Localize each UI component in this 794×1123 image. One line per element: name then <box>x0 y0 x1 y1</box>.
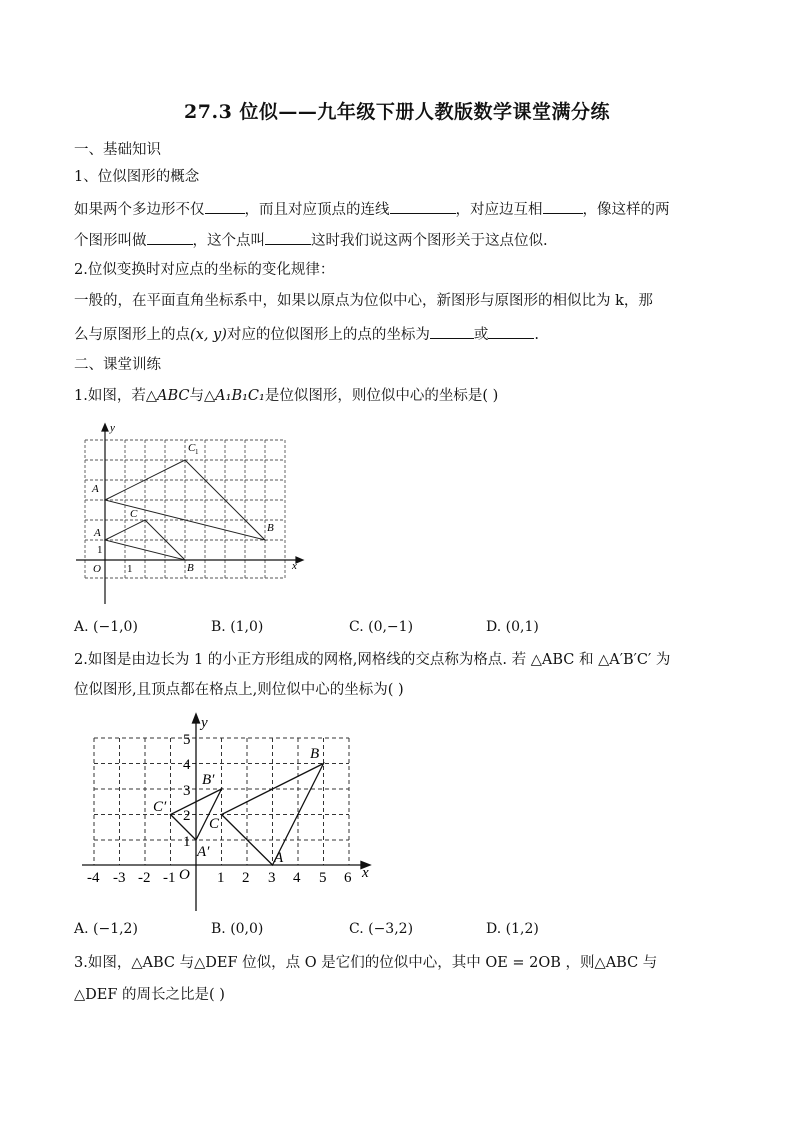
blank-4[interactable] <box>147 229 193 245</box>
item2-line2-c: 对应的位似图形上的点的坐标为 <box>226 327 430 343</box>
item1-line2-b: ，这个点叫 <box>192 233 265 249</box>
q1-stem-b: 与△ <box>189 388 216 404</box>
q1-y-label: y <box>110 422 115 434</box>
q2-option-a[interactable]: A. (−1,2) <box>74 921 138 937</box>
item1-line2 <box>74 229 734 251</box>
q1-abc: ABC <box>157 388 190 404</box>
q2-label-Ap: A′ <box>197 844 210 860</box>
q2-x-tick-m3: -3 <box>113 870 126 886</box>
q2-label-C: C <box>209 816 220 832</box>
q2-label-B: B <box>310 746 320 762</box>
q1-option-d[interactable]: D. (0,1) <box>486 619 539 635</box>
blank-5[interactable] <box>265 229 311 245</box>
section1-heading: 一、基础知识 <box>74 142 161 158</box>
q1-option-b[interactable]: B. (1,0) <box>211 619 264 635</box>
q1-one-y: 1 <box>97 544 103 556</box>
item2-line2-e: . <box>534 327 540 343</box>
q1-stem <box>74 386 734 406</box>
q2-x-tick-2: 2 <box>242 870 250 886</box>
q1-label-C: C <box>130 508 138 520</box>
q1-label-B1: B <box>267 522 274 534</box>
q2-x-label: x <box>362 865 369 881</box>
q1-figure <box>70 418 310 610</box>
blank-1[interactable] <box>205 198 245 214</box>
q2-y-tick-5: 5 <box>183 732 191 748</box>
q2-label-A: A <box>274 850 284 866</box>
q1-option-a[interactable]: A. (−1,0) <box>74 619 138 635</box>
q2-x-tick-m4: -4 <box>87 870 100 886</box>
item1-line2-a: 个图形叫做 <box>74 233 147 249</box>
q2-x-tick-4: 4 <box>293 870 301 886</box>
q2-label-Bp: B′ <box>202 772 215 788</box>
q2-origin-label: O <box>179 867 190 883</box>
item2-line2-a: 么与原图形上的点 <box>74 327 190 343</box>
item1-line1-d: ，像这样的两 <box>582 202 670 218</box>
q2-x-tick-m2: -2 <box>138 870 151 886</box>
q1-label-C1: C <box>188 442 196 454</box>
q2-label-Cp: C′ <box>153 799 167 815</box>
q2-option-d[interactable]: D. (1,2) <box>486 921 539 937</box>
q1-option-c[interactable]: C. (0,−1) <box>349 619 414 635</box>
q1-label-C1-sub: 1 <box>195 448 199 456</box>
blank-7[interactable] <box>488 323 534 339</box>
blank-3[interactable] <box>543 198 583 214</box>
q2-x-tick-6: 6 <box>344 870 352 886</box>
point-xy: (x, y) <box>190 327 227 343</box>
q1-label-A: A <box>94 527 101 539</box>
q2-stem-line1: 2.如图是由边长为 1 的小正方形组成的网格,网格线的交点称为格点. 若 △ABC 和 △A′B′C′ 为 <box>74 652 671 668</box>
q1-a1b1c1: A₁B₁C₁ <box>215 388 265 404</box>
item1-line1-a: 如果两个多边形不仅 <box>74 202 205 218</box>
q2-y-tick-2: 2 <box>183 808 191 824</box>
q2-option-c[interactable]: C. (−3,2) <box>349 921 414 937</box>
q2-figure <box>70 707 390 915</box>
q1-one-x: 1 <box>127 563 133 575</box>
blank-2[interactable] <box>390 198 456 214</box>
q1-stem-a: 1.如图，若△ <box>74 388 157 404</box>
item1-line2-c: 这时我们说这两个图形关于这点位似. <box>311 233 548 249</box>
q2-stem-line2: 位似图形,且顶点都在格点上,则位似中心的坐标为( ) <box>74 682 404 698</box>
q2-y-tick-1: 1 <box>183 834 191 850</box>
q2-x-tick-m1: -1 <box>163 870 176 886</box>
q2-y-tick-4: 4 <box>183 757 191 773</box>
item2-line2 <box>74 323 734 345</box>
q2-x-tick-1: 1 <box>217 870 225 886</box>
q1-label-A1: A <box>92 483 99 495</box>
item2-heading: 2.位似变换时对应点的坐标的变化规律： <box>74 262 335 278</box>
page-title: 27.3 位似——九年级下册人教版数学课堂满分练 <box>184 101 610 123</box>
q1-stem-c: 是位似图形，则位似中心的坐标是( ) <box>264 388 499 404</box>
q1-x-label: x <box>292 560 297 572</box>
item2-line1: 一般的，在平面直角坐标系中，如果以原点为位似中心，新图形与原图形的相似比为 k，那 <box>74 293 653 309</box>
q1-origin-label: O <box>93 563 101 575</box>
blank-6[interactable] <box>430 323 474 339</box>
section2-heading: 二、课堂训练 <box>74 357 161 373</box>
q1-label-B: B <box>187 562 194 574</box>
q2-x-tick-5: 5 <box>319 870 327 886</box>
item1-line1-b: ，而且对应顶点的连线 <box>244 202 390 218</box>
q2-option-b[interactable]: B. (0,0) <box>211 921 264 937</box>
item1-line1-c: ，对应边互相 <box>455 202 543 218</box>
q2-y-tick-3: 3 <box>183 783 191 799</box>
item1-heading: 1、位似图形的概念 <box>74 169 200 185</box>
item1-line1 <box>74 198 734 220</box>
q2-y-label: y <box>201 715 208 731</box>
q3-stem-line1: 3.如图，△ABC 与△DEF 位似，点 O 是它们的位似中心，其中 OE = 2OB ，则△ABC 与 <box>74 955 658 971</box>
item2-line2-d: 或 <box>473 327 489 343</box>
q2-x-tick-3: 3 <box>268 870 276 886</box>
q3-stem-line2: △DEF 的周长之比是( ) <box>74 987 225 1003</box>
